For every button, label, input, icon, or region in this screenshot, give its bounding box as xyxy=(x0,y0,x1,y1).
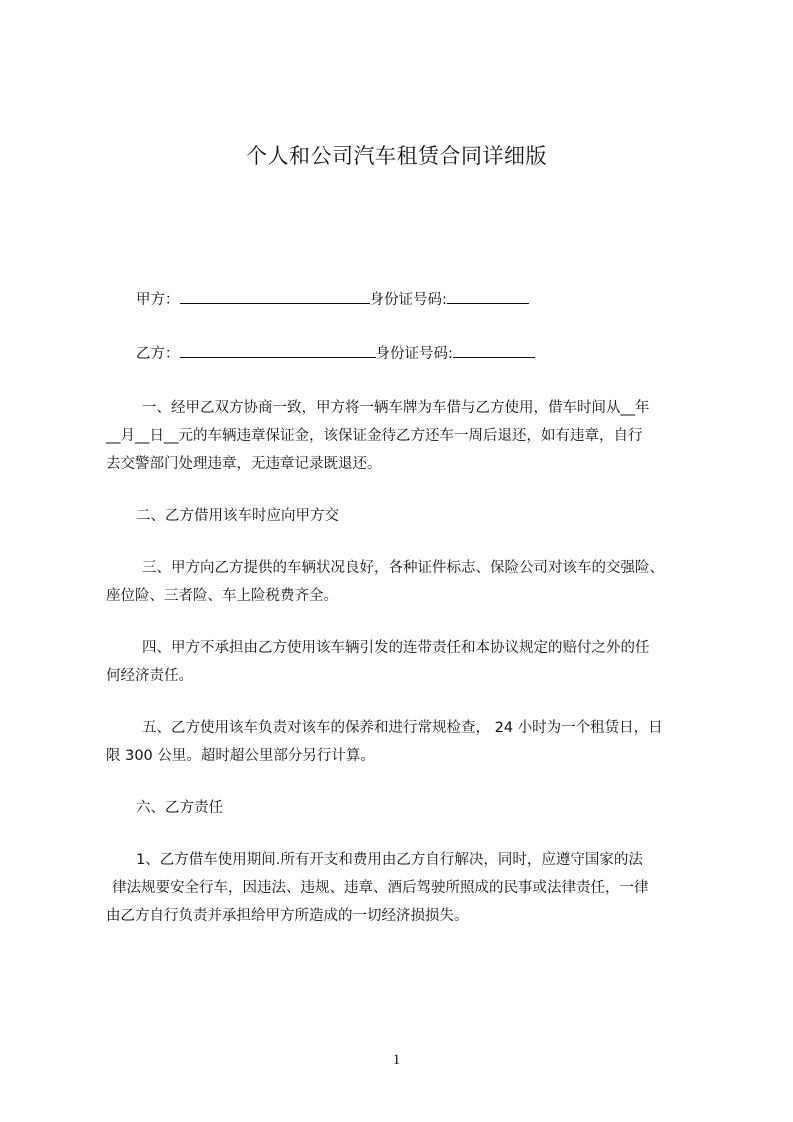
clause-3-line: 三、甲方向乙方提供的车辆状况良好，各种证件标志、保险公司对该车的交强险、 xyxy=(142,560,664,576)
party-a-line xyxy=(136,286,529,314)
clause-1-line: 一、经甲乙双方协商一致，甲方将一辆车牌为车借与乙方使用，借车时间从__年 xyxy=(142,400,650,416)
party-a-id-label: 身份证号码: xyxy=(369,292,447,308)
clause-4 xyxy=(106,634,706,690)
party-b-id-blank xyxy=(453,340,535,358)
party-b-label: 乙方： xyxy=(136,346,180,362)
clause-1 xyxy=(106,394,706,478)
party-b-id-label: 身份证号码: xyxy=(375,346,453,362)
page-number: 1 xyxy=(392,1052,401,1068)
clause-4-line: 何经济责任。 xyxy=(106,668,193,684)
clause-6-1-line: 由乙方自行负责并承担给甲方所造成的一切经济损损失。 xyxy=(106,908,469,924)
party-b-line xyxy=(136,340,535,368)
clause-5-line: 五、乙方使用该车负责对该车的保养和进行常规检查， 24 小时为一个租赁日，日 xyxy=(142,720,663,736)
clause-2: 二、乙方借用该车时应向甲方交 xyxy=(136,508,339,524)
clause-6: 六、乙方责任 xyxy=(136,800,223,816)
clause-3-line: 座位险、三者险、车上险税费齐全。 xyxy=(106,588,338,604)
clause-1-line: __月__日__元的车辆违章保证金，该保证金待乙方还车一周后退还，如有违章，自行 xyxy=(106,428,643,444)
clause-3 xyxy=(106,554,706,610)
clause-6-1-line: 1、乙方借车使用期间.所有开支和费用由乙方自行解决，同时，应遵守国家的法 xyxy=(136,852,643,868)
clause-6-1 xyxy=(106,846,706,930)
party-a-name-blank xyxy=(180,286,370,304)
clause-1-line: 去交警部门处理违章，无违章记录既退还。 xyxy=(106,456,382,472)
clause-5 xyxy=(106,714,706,770)
clause-5-line: 限 300 公里。超时超公里部分另行计算。 xyxy=(106,748,375,764)
clause-4-line: 四、甲方不承担由乙方使用该车辆引发的连带责任和本协议规定的赔付之外的任 xyxy=(142,640,650,656)
party-a-label: 甲方： xyxy=(136,292,180,308)
clause-6-1-line: 律法规要安全行车，因违法、违规、违章、酒后驾驶所照成的民事或法律责任，一律 xyxy=(112,880,649,896)
party-b-name-blank xyxy=(180,340,376,358)
party-a-id-blank xyxy=(447,286,529,304)
document-title: 个人和公司汽车租赁合同详细版 xyxy=(246,144,547,168)
